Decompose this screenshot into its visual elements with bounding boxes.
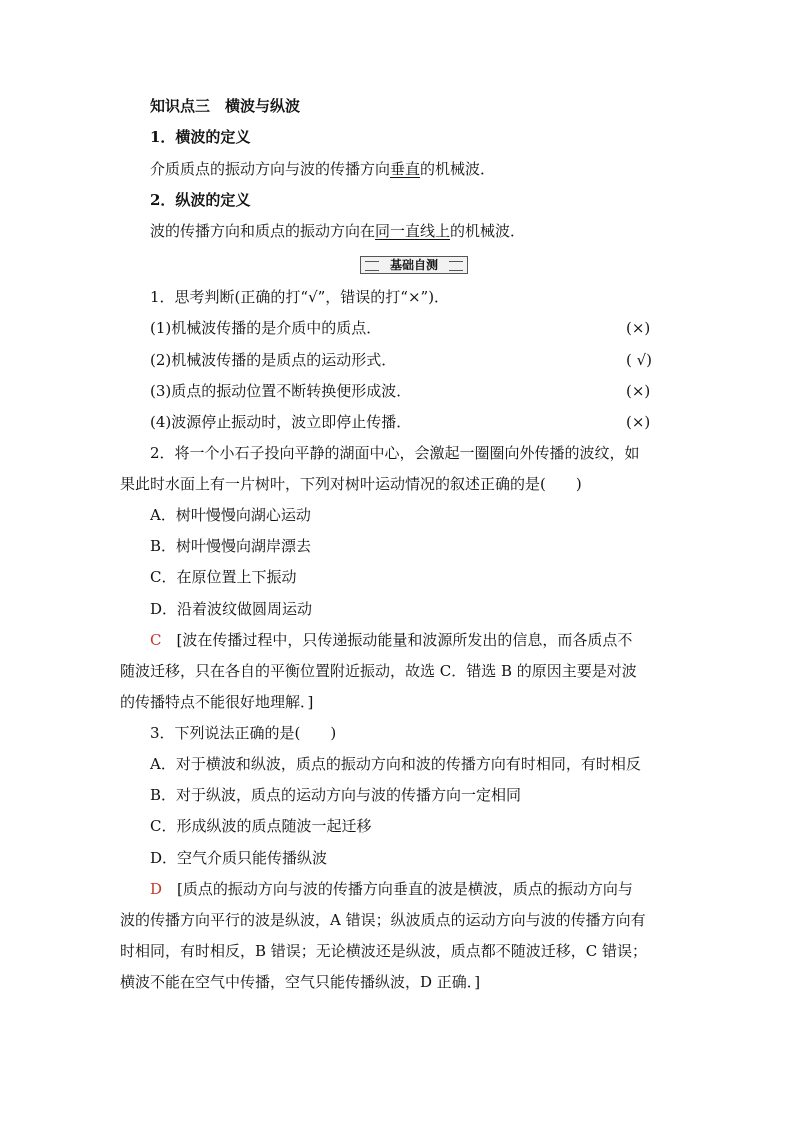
q3-explanation-line-3: 时相同，有时相反，B 错误；无论横波还是纵波，质点都不随波迁移，C 错误； <box>120 942 648 960</box>
q2-stem-line-1: 2．将一个小石子投向平静的湖面中心，会激起一圈圈向外传播的波纹，如 <box>150 444 640 462</box>
judgment-mark: ( √) <box>626 351 653 369</box>
q3-explanation-line-4: 横波不能在空气中传播，空气只能传播纵波，D 正确．] <box>120 973 481 991</box>
q2-explanation-line-3: 的传播特点不能很好地理解．] <box>120 693 314 711</box>
definition-1-heading: 1．横波的定义 <box>150 128 251 146</box>
q3-option-a: A．对于横波和纵波，质点的振动方向和波的传播方向有时相同，有时相反 <box>150 755 641 773</box>
judgment-mark: (×) <box>626 413 651 431</box>
q2-option-a: A．树叶慢慢向湖心运动 <box>150 506 311 524</box>
q3-option-c: C．形成纵波的质点随波一起迁移 <box>150 817 372 835</box>
section-title: 知识点三 横波与纵波 <box>150 97 301 115</box>
q1-item-2: (2)机械波传播的是质点的运动形式． ( √) <box>150 351 653 369</box>
q3-explanation-line-2: 波的传播方向平行的波是纵波，A 错误；纵波质点的运动方向与波的传播方向有 <box>120 911 646 929</box>
underlined-term: 同一直线上 <box>375 222 451 240</box>
q2-explanation-line-2: 随波迁移，只在各自的平衡位置附近振动，故选 C．错选 B 的原因主要是对波 <box>120 662 637 680</box>
q3-answer: D <box>150 880 163 898</box>
judgment-mark: (×) <box>626 319 651 337</box>
q2-explanation-line-1: C [波在传播过程中，只传递振动能量和波源所发出的信息，而各质点不 <box>150 631 633 649</box>
q3-option-d: D．空气介质只能传播纵波 <box>150 849 328 867</box>
q3-stem: 3．下列说法正确的是( ) <box>150 724 337 742</box>
q1-item-1: (1)机械波传播的是介质中的质点． (×) <box>150 319 651 337</box>
q2-option-d: D．沿着波纹做圆周运动 <box>150 600 313 618</box>
underlined-term: 垂直 <box>390 160 421 178</box>
q1-stem: 1．思考判断(正确的打“√”，错误的打“×”)． <box>150 288 450 306</box>
judgment-mark: (×) <box>626 382 651 400</box>
q3-option-b: B．对于纵波，质点的运动方向与波的传播方向一定相同 <box>150 786 522 804</box>
q1-item-3: (3)质点的振动位置不断转换便形成波． (×) <box>150 382 651 400</box>
definition-1-text: 介质质点的振动方向与波的传播方向垂直的机械波． <box>150 160 496 178</box>
definition-2-text: 波的传播方向和质点的振动方向在同一直线上的机械波． <box>150 222 526 240</box>
definition-2-heading: 2．纵波的定义 <box>150 191 251 209</box>
q2-option-c: C．在原位置上下振动 <box>150 568 297 586</box>
self-test-badge: 基础自测 <box>360 256 468 274</box>
q2-option-b: B．树叶慢慢向湖岸漂去 <box>150 537 312 555</box>
q2-answer: C <box>150 631 162 649</box>
q2-stem-line-2: 果此时水面上有一片树叶，下列对树叶运动情况的叙述正确的是( ) <box>120 475 582 493</box>
q1-item-4: (4)波源停止振动时，波立即停止传播． (×) <box>150 413 651 431</box>
q3-explanation-line-1: D [质点的振动方向与波的传播方向垂直的波是横波，质点的振动方向与 <box>150 880 633 898</box>
